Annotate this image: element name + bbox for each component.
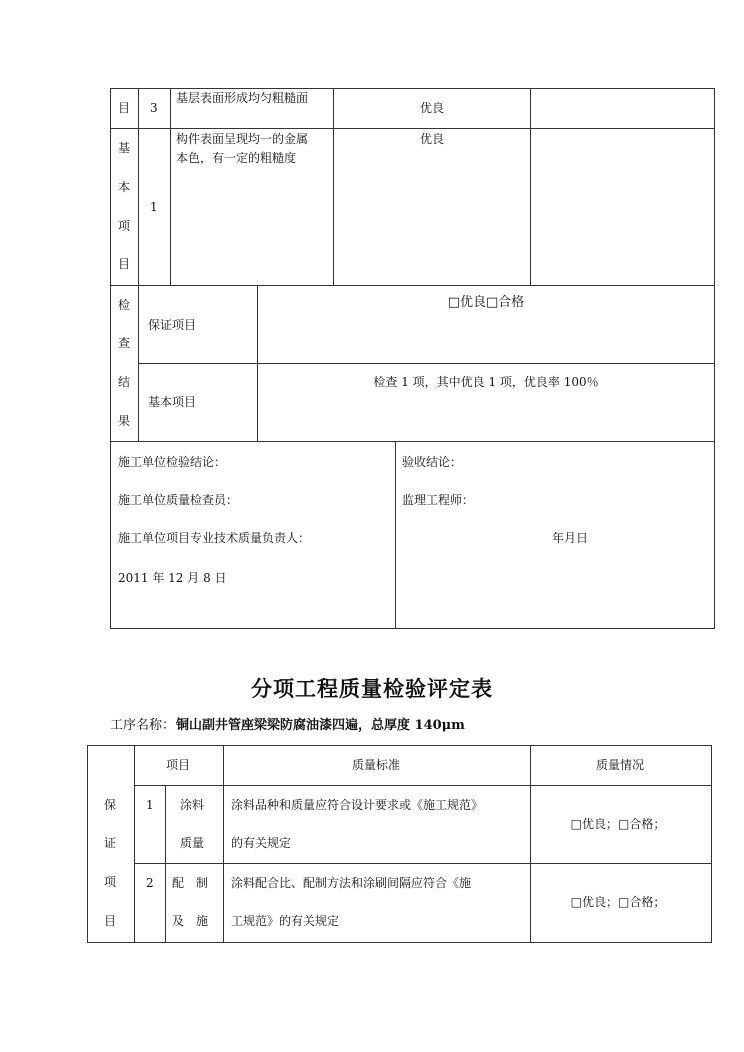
- table-line: [110, 285, 715, 286]
- item-number: 1: [150, 200, 158, 214]
- table-line: [223, 745, 224, 942]
- guarantee-label: 保证项目: [148, 318, 197, 332]
- table-line: [257, 285, 258, 441]
- side-label: 查: [118, 336, 131, 350]
- side-label: 基: [118, 141, 131, 155]
- acceptance-conclusion: 验收结论：: [402, 455, 463, 469]
- technical-lead: 施工单位项目专业技术质量负责人：: [118, 531, 311, 545]
- table-line: [110, 88, 111, 628]
- table-line: [110, 441, 715, 442]
- supervisor: 监理工程师：: [402, 493, 475, 507]
- process-value: 铜山副井管座梁梁防腐油漆四遍，总厚度 140μm: [176, 718, 465, 733]
- quality-inspector: 施工单位质量检查员：: [118, 493, 239, 507]
- standard-text: 涂料品种和质量应符合设计要求或《施工规范》: [231, 798, 484, 812]
- table-line: [110, 88, 715, 89]
- side-label: 目: [118, 257, 131, 271]
- item-number: 1: [146, 798, 154, 812]
- header-standard: 质量标准: [351, 758, 401, 772]
- item-text: 构件表面呈现均一的金属: [176, 132, 309, 146]
- standard-text: 工规范》的有关规定: [231, 914, 340, 928]
- table-line: [134, 745, 135, 942]
- side-label: 目: [104, 914, 117, 928]
- basic-value: 检查 1 项，其中优良 1 项，优良率 100％: [373, 375, 599, 389]
- table-line: [110, 628, 715, 629]
- table-line: [395, 441, 396, 628]
- table-line: [165, 785, 166, 942]
- item-text: 基层表面形成均匀粗糙面: [176, 91, 309, 105]
- item-number: 2: [146, 876, 154, 890]
- status-value: □优良；□合格；: [570, 817, 666, 831]
- standard-text: 涂料配合比、配制方法和涂刷间隔应符合《施: [231, 876, 472, 890]
- table-line: [134, 863, 712, 864]
- basic-label: 基本项目: [148, 395, 197, 409]
- status-value: □优良；□合格；: [570, 895, 666, 909]
- guarantee-value: □优良□合格: [447, 295, 525, 310]
- date-placeholder: 年月日: [552, 531, 589, 545]
- side-label: 本: [118, 180, 131, 194]
- table-line: [134, 785, 712, 786]
- table-line: [87, 942, 712, 943]
- table-line: [714, 88, 715, 628]
- side-label: 目: [118, 101, 131, 115]
- table-line: [530, 745, 531, 942]
- side-label: 保: [104, 798, 117, 812]
- side-label: 项: [118, 219, 131, 233]
- item-result: 优良: [419, 132, 445, 146]
- inspection-conclusion: 施工单位检验结论：: [118, 455, 227, 469]
- item-number: 3: [150, 101, 158, 115]
- item-name: 质量: [180, 836, 205, 850]
- item-name: 涂料: [180, 798, 205, 812]
- table-line: [110, 128, 715, 129]
- item-name: 配 制: [172, 876, 209, 890]
- table-line: [87, 745, 88, 942]
- table-line: [711, 745, 712, 942]
- table-line: [170, 88, 171, 285]
- page-title: 分项工程质量检验评定表: [251, 676, 493, 701]
- table-line: [87, 745, 712, 746]
- table-line: [138, 88, 139, 441]
- process-label: 工序名称：: [110, 718, 176, 733]
- side-label: 果: [118, 414, 131, 428]
- side-label: 检: [118, 298, 131, 312]
- standard-text: 的有关规定: [231, 836, 292, 850]
- item-result: 优良: [419, 101, 445, 115]
- side-label: 证: [104, 836, 117, 850]
- item-name: 及 施: [172, 914, 209, 928]
- side-label: 结: [118, 375, 131, 389]
- item-text: 本色，有一定的粗糙度: [176, 151, 297, 165]
- table-line: [530, 88, 531, 285]
- table-line: [333, 88, 334, 285]
- table-line: [138, 363, 715, 364]
- header-item: 项目: [165, 758, 191, 772]
- header-status: 质量情况: [595, 758, 645, 772]
- date: 2011 年 12 月 8 日: [118, 571, 227, 585]
- side-label: 项: [104, 875, 117, 889]
